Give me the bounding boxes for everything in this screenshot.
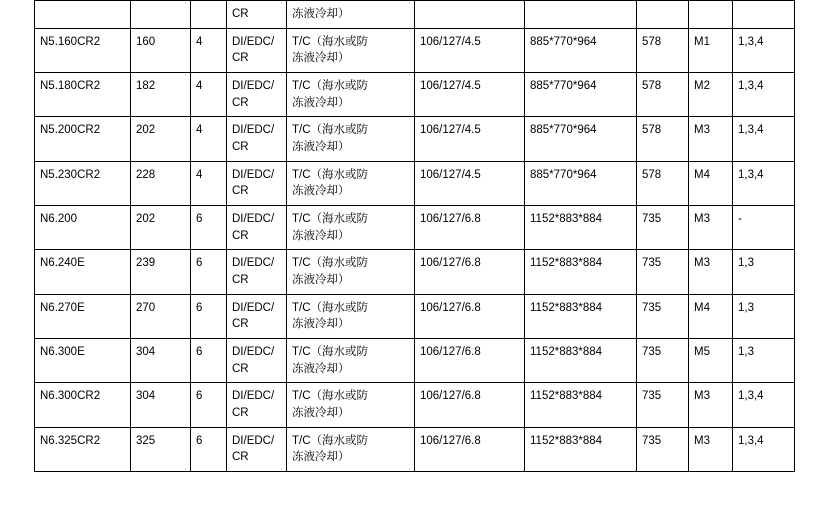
cell-line: 578: [642, 35, 662, 48]
cell-line: 1,3,4: [738, 35, 764, 48]
cell-line: 6: [196, 390, 203, 403]
table-row: [35, 73, 795, 117]
table-cell: [227, 294, 287, 338]
table-cell: [637, 117, 689, 161]
table-cell: [227, 383, 287, 427]
table-cell: [637, 28, 689, 72]
cell-line: N6.300E: [40, 346, 85, 359]
table-cell: [525, 161, 637, 205]
table-cell: [689, 206, 733, 250]
table-cell: [525, 28, 637, 72]
cell-line: 冻液冷却）: [292, 407, 350, 420]
table-cell: [525, 294, 637, 338]
table-cell: [227, 339, 287, 383]
table-cell: [227, 1, 287, 29]
table-cell: [733, 339, 795, 383]
cell-line: CR: [232, 141, 249, 154]
cell-line: 冻液冷却）: [292, 318, 350, 331]
cell-line: 1152*883*884: [530, 390, 603, 403]
cell-line: T/C（海水或防: [292, 124, 369, 137]
cell-line: T/C（海水或防: [292, 390, 369, 403]
cell-line: DI/EDC/: [232, 390, 275, 403]
table-cell: [131, 427, 191, 471]
table-cell: [131, 117, 191, 161]
cell-line: 885*770*964: [530, 35, 597, 48]
table-cell: [637, 250, 689, 294]
table-row: [35, 383, 795, 427]
cell-line: CR: [232, 274, 249, 287]
cell-line: N5.180CR2: [40, 80, 101, 93]
cell-line: 304: [136, 390, 156, 403]
table-cell: [35, 250, 131, 294]
cell-line: 冻液冷却）: [292, 451, 350, 464]
table-cell: [637, 294, 689, 338]
cell-line: 4: [196, 124, 203, 137]
cell-line: N6.270E: [40, 301, 85, 314]
table-cell: [415, 294, 525, 338]
table-cell: [35, 427, 131, 471]
cell-line: DI/EDC/: [232, 257, 275, 270]
table-cell: [287, 161, 415, 205]
cell-line: T/C（海水或防: [292, 346, 369, 359]
cell-line: 4: [196, 35, 203, 48]
cell-line: M1: [694, 35, 710, 48]
table-row: [35, 161, 795, 205]
table-cell: [525, 1, 637, 29]
cell-line: -: [738, 213, 742, 226]
cell-line: M3: [694, 434, 710, 447]
cell-line: M5: [694, 346, 710, 359]
table-cell: [689, 383, 733, 427]
table-cell: [131, 250, 191, 294]
cell-line: 6: [196, 346, 203, 359]
cell-line: DI/EDC/: [232, 434, 275, 447]
cell-line: 578: [642, 168, 662, 181]
table-cell: [733, 294, 795, 338]
table-body: [35, 1, 795, 472]
cell-line: 冻液冷却）: [292, 229, 350, 242]
table-row: [35, 250, 795, 294]
cell-line: T/C（海水或防: [292, 168, 369, 181]
table-cell: [733, 383, 795, 427]
table-cell: [415, 161, 525, 205]
cell-line: 106/127/4.5: [420, 124, 481, 137]
table-cell: [415, 73, 525, 117]
cell-line: 1152*883*884: [530, 301, 603, 314]
cell-line: T/C（海水或防: [292, 257, 369, 270]
cell-line: 106/127/6.8: [420, 213, 481, 226]
cell-line: 885*770*964: [530, 124, 597, 137]
table-cell: [525, 383, 637, 427]
cell-line: 735: [642, 213, 662, 226]
table-cell: [689, 73, 733, 117]
cell-line: 106/127/4.5: [420, 80, 481, 93]
cell-line: 1,3: [738, 301, 754, 314]
table-cell: [733, 28, 795, 72]
cell-line: CR: [232, 407, 249, 420]
table-cell: [35, 339, 131, 383]
cell-line: DI/EDC/: [232, 346, 275, 359]
table-row: [35, 294, 795, 338]
table-cell: [191, 117, 227, 161]
table-cell: [131, 28, 191, 72]
cell-line: 4: [196, 80, 203, 93]
cell-line: 冻液冷却）: [292, 96, 350, 109]
table-row: [35, 339, 795, 383]
table-cell: [525, 427, 637, 471]
cell-line: N6.300CR2: [40, 390, 101, 403]
cell-line: 1,3,4: [738, 390, 764, 403]
cell-line: 735: [642, 390, 662, 403]
table-cell: [35, 383, 131, 427]
table-cell: [637, 206, 689, 250]
cell-line: 1152*883*884: [530, 434, 603, 447]
table-cell: [689, 1, 733, 29]
cell-line: 1152*883*884: [530, 213, 603, 226]
cell-line: M3: [694, 124, 710, 137]
cell-line: T/C（海水或防: [292, 301, 369, 314]
cell-line: 885*770*964: [530, 80, 597, 93]
cell-line: 325: [136, 434, 156, 447]
table-cell: [227, 117, 287, 161]
table-cell: [415, 117, 525, 161]
table-row: [35, 427, 795, 471]
cell-line: M4: [694, 168, 710, 181]
table-cell: [689, 117, 733, 161]
table-cell: [415, 250, 525, 294]
engine-spec-table: [34, 0, 795, 472]
table-cell: [35, 161, 131, 205]
table-cell: [287, 427, 415, 471]
cell-line: DI/EDC/: [232, 80, 275, 93]
table-cell: [131, 206, 191, 250]
table-row: [35, 206, 795, 250]
cell-line: 6: [196, 434, 203, 447]
table-cell: [35, 28, 131, 72]
cell-line: N5.230CR2: [40, 168, 101, 181]
table-cell: [191, 161, 227, 205]
cell-line: CR: [232, 362, 249, 375]
table-cell: [287, 1, 415, 29]
table-cell: [131, 1, 191, 29]
table-cell: [287, 250, 415, 294]
cell-line: DI/EDC/: [232, 124, 275, 137]
cell-line: 106/127/6.8: [420, 257, 481, 270]
table-cell: [287, 339, 415, 383]
cell-line: M4: [694, 301, 710, 314]
table-cell: [131, 383, 191, 427]
cell-line: DI/EDC/: [232, 168, 275, 181]
cell-line: 735: [642, 301, 662, 314]
table-cell: [637, 73, 689, 117]
cell-line: N5.200CR2: [40, 124, 101, 137]
cell-line: 6: [196, 213, 203, 226]
table-cell: [191, 427, 227, 471]
cell-line: N5.160CR2: [40, 35, 101, 48]
table-cell: [689, 28, 733, 72]
cell-line: T/C（海水或防: [292, 213, 369, 226]
cell-line: 202: [136, 124, 156, 137]
table-cell: [415, 206, 525, 250]
table-cell: [35, 1, 131, 29]
cell-line: 735: [642, 346, 662, 359]
cell-line: CR: [232, 185, 249, 198]
table-cell: [227, 161, 287, 205]
cell-line: 202: [136, 213, 156, 226]
table-cell: [35, 206, 131, 250]
cell-line: N6.240E: [40, 257, 85, 270]
cell-line: CR: [232, 96, 249, 109]
cell-line: 304: [136, 346, 156, 359]
table-cell: [525, 73, 637, 117]
cell-line: DI/EDC/: [232, 213, 275, 226]
table-cell: [287, 206, 415, 250]
table-cell: [287, 383, 415, 427]
table-row: [35, 1, 795, 29]
table-cell: [227, 28, 287, 72]
table-cell: [415, 339, 525, 383]
cell-line: 106/127/6.8: [420, 390, 481, 403]
table-cell: [287, 73, 415, 117]
cell-line: 239: [136, 257, 156, 270]
cell-line: 冻液冷却）: [292, 274, 350, 287]
table-cell: [637, 161, 689, 205]
cell-line: 冻液冷却）: [292, 8, 350, 20]
table-cell: [415, 1, 525, 29]
table-cell: [35, 73, 131, 117]
cell-line: 冻液冷却）: [292, 185, 350, 198]
table-cell: [689, 250, 733, 294]
cell-line: T/C（海水或防: [292, 80, 369, 93]
table-cell: [227, 250, 287, 294]
table-cell: [287, 28, 415, 72]
cell-line: 1,3: [738, 257, 754, 270]
table-cell: [415, 28, 525, 72]
cell-line: 1,3,4: [738, 168, 764, 181]
table-cell: [191, 28, 227, 72]
cell-line: 1,3: [738, 346, 754, 359]
cell-line: 106/127/6.8: [420, 434, 481, 447]
table-cell: [227, 427, 287, 471]
table-cell: [131, 73, 191, 117]
table-cell: [733, 161, 795, 205]
cell-line: CR: [232, 229, 249, 242]
table-cell: [191, 383, 227, 427]
cell-line: M3: [694, 213, 710, 226]
table-cell: [227, 73, 287, 117]
table-cell: [415, 383, 525, 427]
table-cell: [689, 339, 733, 383]
cell-line: CR: [232, 8, 249, 20]
cell-line: 106/127/4.5: [420, 168, 481, 181]
cell-line: 885*770*964: [530, 168, 597, 181]
table-row: [35, 28, 795, 72]
cell-line: 735: [642, 257, 662, 270]
cell-line: 6: [196, 257, 203, 270]
table-row: [35, 117, 795, 161]
cell-line: DI/EDC/: [232, 35, 275, 48]
table-cell: [733, 1, 795, 29]
cell-line: M3: [694, 390, 710, 403]
table-cell: [637, 427, 689, 471]
cell-line: 106/127/4.5: [420, 35, 481, 48]
cell-line: CR: [232, 318, 249, 331]
table-cell: [287, 294, 415, 338]
cell-line: 228: [136, 168, 156, 181]
table-cell: [131, 161, 191, 205]
table-cell: [637, 1, 689, 29]
cell-line: CR: [232, 451, 249, 464]
table-cell: [733, 427, 795, 471]
cell-line: 578: [642, 80, 662, 93]
table-cell: [131, 294, 191, 338]
cell-line: 578: [642, 124, 662, 137]
cell-line: 1152*883*884: [530, 346, 603, 359]
cell-line: 735: [642, 434, 662, 447]
table-cell: [191, 206, 227, 250]
cell-line: T/C（海水或防: [292, 35, 369, 48]
cell-line: 270: [136, 301, 156, 314]
table-cell: [525, 339, 637, 383]
table-cell: [733, 250, 795, 294]
table-cell: [689, 161, 733, 205]
cell-line: 4: [196, 168, 203, 181]
table-cell: [637, 383, 689, 427]
table-cell: [227, 206, 287, 250]
cell-line: 1,3,4: [738, 434, 764, 447]
cell-line: N6.200: [40, 213, 78, 226]
table-cell: [733, 117, 795, 161]
table-cell: [191, 73, 227, 117]
table-cell: [191, 339, 227, 383]
cell-line: 160: [136, 35, 156, 48]
table-cell: [191, 1, 227, 29]
cell-line: 冻液冷却）: [292, 362, 350, 375]
cell-line: 1,3,4: [738, 124, 764, 137]
table-cell: [131, 339, 191, 383]
table-cell: [525, 206, 637, 250]
cell-line: 1,3,4: [738, 80, 764, 93]
cell-line: T/C（海水或防: [292, 434, 369, 447]
cell-line: CR: [232, 52, 249, 65]
cell-line: DI/EDC/: [232, 301, 275, 314]
cell-line: 182: [136, 80, 156, 93]
table-cell: [689, 427, 733, 471]
cell-line: 冻液冷却）: [292, 52, 350, 65]
table-cell: [35, 294, 131, 338]
table-cell: [637, 339, 689, 383]
table-cell: [287, 117, 415, 161]
table-cell: [191, 250, 227, 294]
table-cell: [733, 206, 795, 250]
cell-line: M2: [694, 80, 710, 93]
cell-line: N6.325CR2: [40, 434, 101, 447]
table-cell: [733, 73, 795, 117]
table-cell: [525, 250, 637, 294]
table-cell: [415, 427, 525, 471]
cell-line: 1152*883*884: [530, 257, 603, 270]
cell-line: M3: [694, 257, 710, 270]
cell-line: 冻液冷却）: [292, 141, 350, 154]
cell-line: 106/127/6.8: [420, 301, 481, 314]
table-cell: [689, 294, 733, 338]
table-cell: [35, 117, 131, 161]
cell-line: 6: [196, 301, 203, 314]
cell-line: 106/127/6.8: [420, 346, 481, 359]
table-cell: [191, 294, 227, 338]
table-cell: [525, 117, 637, 161]
